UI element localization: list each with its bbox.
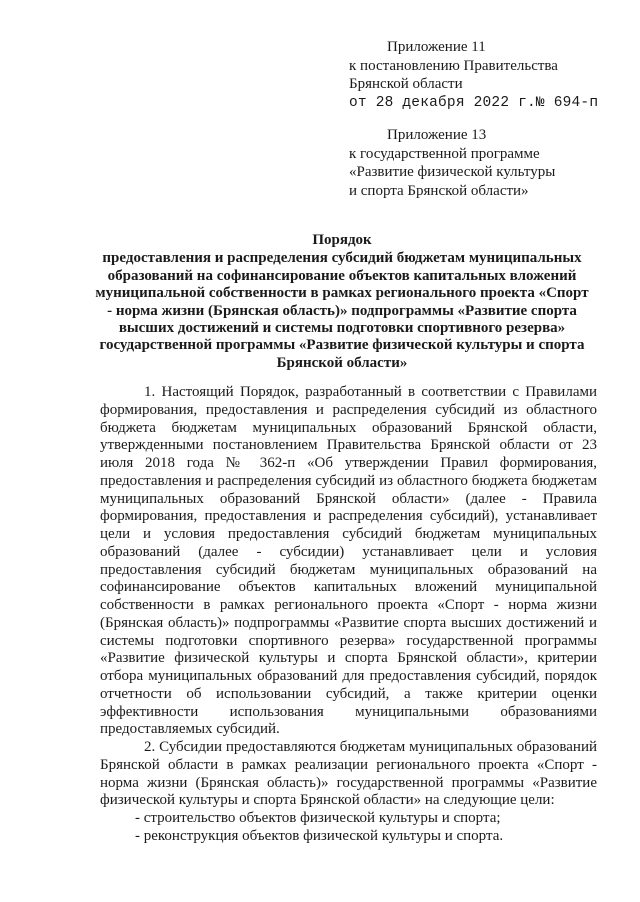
paragraph-line: «Развитие физической культуры и спорта Брянской области», критерии — [100, 650, 597, 667]
annex-13-line-1: к государственной программе — [349, 145, 540, 162]
annex-13-block — [349, 126, 619, 200]
paragraph-line: формирования, предоставления и распределения субсидий из областного — [100, 401, 597, 418]
paragraph-line: образований (далее - субсидии) устанавливает цели и условия — [100, 543, 597, 560]
title-line: муниципальной собственности в рамках регионального проекта «Спорт — [95, 285, 589, 302]
document-body — [100, 384, 597, 846]
paragraph-line: июля 2018 года № 362-п «Об утверждении Правил формирования, — [100, 455, 597, 471]
paragraph-line: (Брянская область)» подпрограммы «Развитие спорта высших достижений и — [100, 614, 597, 631]
paragraph-line: 1. Настоящий Порядок, разработанный в соответствии с Правилами — [144, 384, 597, 400]
title-line: Брянской области» — [276, 354, 408, 371]
paragraph-line: предоставляемых субсидий. — [100, 721, 280, 738]
title-line: предоставления и распределения субсидий бюджетам муниципальных — [102, 250, 582, 267]
paragraph-line: бюджета бюджетам муниципальных образований Брянской области, — [100, 419, 597, 436]
goal-list-item: - реконструкция объектов физической культуры и спорта. — [135, 827, 504, 844]
paragraph-line: Брянской области в рамках реализации регионального проекта «Спорт - — [100, 756, 597, 773]
goal-list-item: - строительство объектов физической культуры и спорта; — [135, 810, 501, 826]
paragraph-line: утвержденными постановлением Правительства Брянской области от 23 — [100, 437, 597, 454]
annex-13-line-3: и спорта Брянской области» — [349, 182, 529, 199]
paragraph-line: муниципальных образований Брянской области» (далее - Правила — [100, 490, 597, 507]
annex-11-date-line: от 28 декабря 2022 г.№ 694-п — [349, 94, 599, 111]
annex-13-title: Приложение 13 — [387, 127, 487, 143]
paragraph-line: физической культуры и спорта Брянской области» на следующие цели: — [100, 792, 555, 809]
paragraph-line: софинансирование объектов капитальных вложений муниципальной — [100, 579, 597, 596]
paragraph-line: 2. Субсидии предоставляются бюджетам муниципальных образований — [144, 739, 597, 755]
paragraph-1 — [100, 384, 597, 739]
annex-11-block — [349, 38, 619, 112]
paragraph-line: отбора муниципальных образований для предоставления субсидий, порядок — [100, 668, 597, 684]
paragraph-line: предоставления и распределения субсидий из областного бюджета бюджетам — [100, 472, 597, 489]
paragraph-line: предоставления субсидий бюджетам муниципальных образований на — [100, 561, 597, 578]
paragraph-line: цели и условия предоставления субсидий бюджетам муниципальных — [100, 526, 597, 542]
paragraph-line: норма жизни (Брянская область)» государственной программы «Развитие — [100, 774, 597, 791]
title-line: государственной программы «Развитие физической культуры и спорта — [99, 337, 585, 354]
paragraph-line: системы подготовки спортивного резерва» государственной программы — [100, 632, 597, 649]
paragraph-line: формирования, предоставления и распределения субсидий), устанавливает — [100, 508, 597, 525]
paragraph-line: собственности в рамках регионального проекта «Спорт - норма жизни — [100, 597, 597, 613]
document-title — [92, 232, 592, 372]
title-heading: Порядок — [312, 232, 372, 248]
title-line: образований на софинансирование объектов капитальных вложений — [107, 267, 577, 284]
annex-11-title: Приложение 11 — [387, 39, 486, 55]
paragraph-line: эффективности использования муниципальными образованиями — [100, 703, 597, 720]
paragraph-line: отчетности об использовании субсидий, а также критерии оценки — [100, 685, 597, 702]
title-line: высших достижений и системы подготовки спортивного резерва» — [118, 320, 566, 337]
annex-11-line-2: Брянской области — [349, 76, 463, 93]
title-line: - норма жизни (Брянская область)» подпрограммы «Развитие спорта — [107, 302, 577, 319]
annex-13-line-2: «Развитие физической культуры — [349, 164, 556, 181]
annex-11-line-1: к постановлению Правительства — [349, 57, 558, 74]
paragraph-2 — [100, 739, 597, 810]
